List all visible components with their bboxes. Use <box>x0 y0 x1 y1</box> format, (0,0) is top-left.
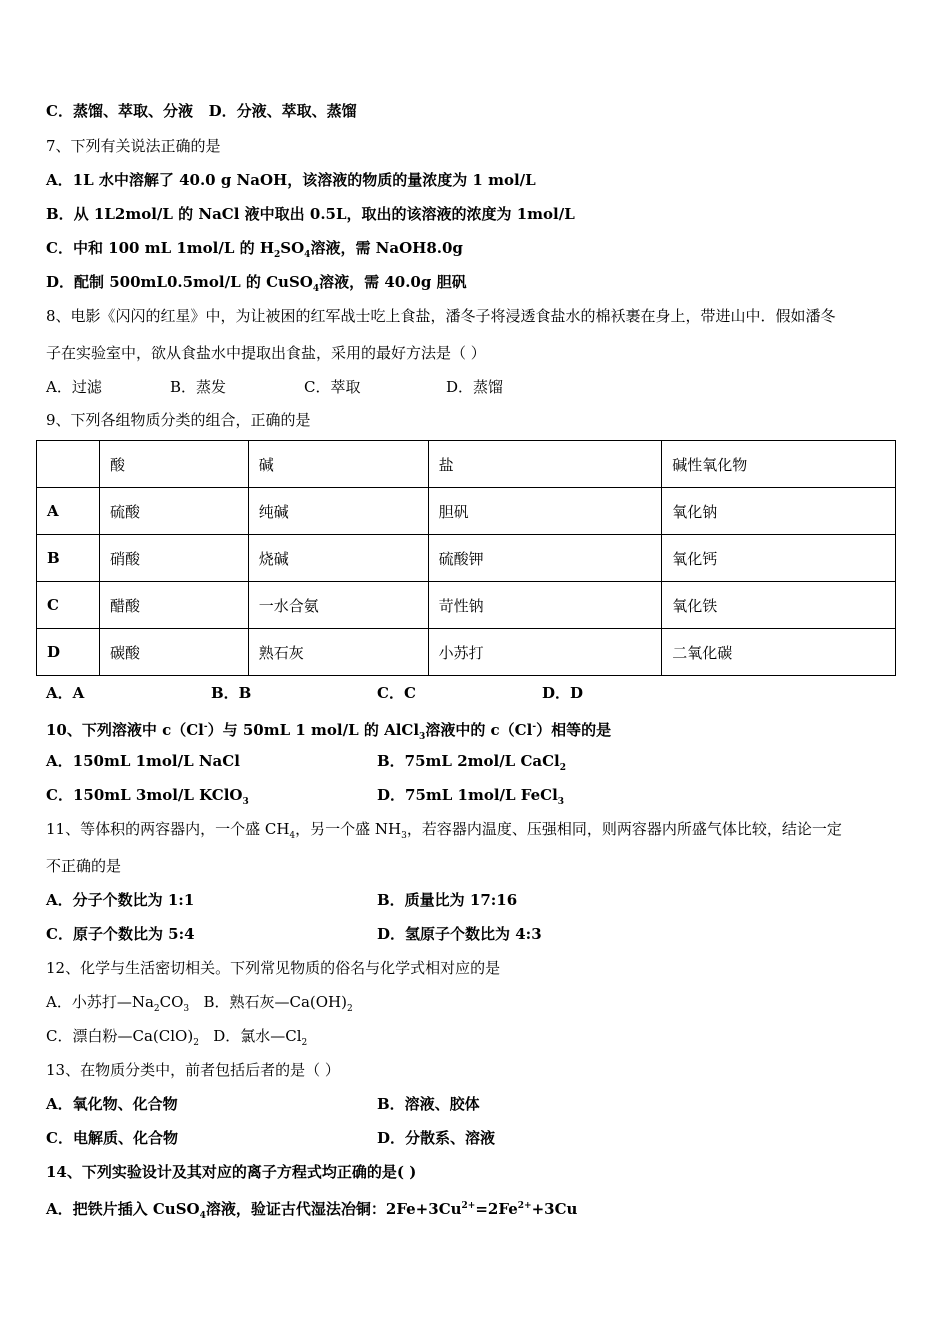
q7-option-c: C．中和 100 mL 1mol/L 的 $H_2SO_4$溶液，需 NaOH8.0g <box>46 239 463 260</box>
q13-stem: 13、在物质分类中，前者包括后者的是（ ） <box>46 1061 340 1079</box>
q12-stem: 12、化学与生活密切相关。下列常见物质的俗名与化学式相对应的是 <box>46 959 501 977</box>
q13-options-row2 <box>46 1128 496 1148</box>
q8-option-a: A．过滤 <box>46 378 102 396</box>
table-row: B 硝酸 烧碱 硫酸钾 氧化钙 <box>37 535 896 582</box>
q9-stem: 9、下列各组物质分类的组合，正确的是 <box>46 411 311 429</box>
q11-option-d: D．氢原子个数比为 4:3 <box>377 925 542 943</box>
q12-option-d: D．氯水$—Cl_2$ <box>213 1027 308 1048</box>
q12-option-c: C．漂白粉$—Ca(ClO)_2$ <box>46 1027 199 1048</box>
q8-stem-line2: 子在实验室中，欲从食盐水中提取出食盐，采用的最好方法是（ ） <box>46 344 486 362</box>
q9-option-b: B．B <box>211 684 252 702</box>
q7-option-a: A．1L 水中溶解了 40.0 g NaOH，该溶液的物质的量浓度为 1 mol/L <box>46 171 536 189</box>
q12-options-row2 <box>46 1026 307 1053</box>
q9-classification-table <box>36 440 896 676</box>
q14-stem: 14、下列实验设计及其对应的离子方程式均正确的是( ) <box>46 1163 417 1181</box>
q11-option-b: B．质量比为 17:16 <box>377 891 518 909</box>
q11-option-c: C．原子个数比为 5:4 <box>46 925 195 943</box>
q10-option-d: D．75mL 1mol/L FeCl$_3$ <box>377 786 565 807</box>
q13-option-c: C．电解质、化合物 <box>46 1129 178 1147</box>
q13-option-b: B．溶液、胶体 <box>377 1095 480 1113</box>
q11-stem-line1: 11、等体积的两容器内，一个盛 $CH_4$，另一个盛 $NH_3$，若容器内温度、压强相同，则两容器内所盛气体比较，结论一定 <box>46 820 842 841</box>
q8-option-c: C．萃取 <box>304 378 361 396</box>
q9-option-c: C．C <box>377 684 416 702</box>
q12-option-b: B．熟石灰$—Ca(OH)_2$ <box>203 993 353 1014</box>
q8-option-d: D．蒸馏 <box>446 378 504 396</box>
table-row: D 碳酸 熟石灰 小苏打 二氧化碳 <box>37 629 896 676</box>
q11-stem-line2: 不正确的是 <box>46 857 122 875</box>
q11-options-row1 <box>46 890 518 910</box>
q7-option-b: B．从 1L2mol/L 的 NaCl 液中取出 0.5L，取出的该溶液的浓度为 1mol/L <box>46 205 575 223</box>
q12-options-row1 <box>46 992 353 1019</box>
q8-options <box>46 377 504 397</box>
q7-stem: 7、下列有关说法正确的是 <box>46 137 221 155</box>
q11-options-row2 <box>46 924 542 944</box>
q10-option-b: B．75mL 2mol/L CaCl$_2$ <box>377 752 567 773</box>
q14-option-a: A．把铁片插入 CuSO$_4$溶液，验证古代湿法冶铜：$2Fe+3Cu^{2+}=2Fe^{2+}+3Cu$ <box>46 1200 578 1221</box>
table-row: C 醋酸 一水合氨 苛性钠 氧化铁 <box>37 582 896 629</box>
q13-option-d: D．分散系、溶液 <box>377 1129 496 1147</box>
q11-option-a: A．分子个数比为 1:1 <box>46 891 195 909</box>
q9-option-a: A．A <box>46 684 85 702</box>
q10-option-a: A．150mL 1mol/L NaCl <box>46 752 240 770</box>
q12-option-a: A．小苏打$—Na_2CO_3$ <box>46 993 190 1014</box>
q8-stem-line1: 8、电影《闪闪的红星》中，为让被困的红军战士吃上食盐，潘冬子将浸透食盐水的棉袄裹在身上，带进山中．假如潘冬 <box>46 307 836 325</box>
q10-option-c: C．150mL 3mol/L KClO$_3$ <box>46 786 249 807</box>
q10-options-row2 <box>46 785 565 812</box>
q10-options-row1 <box>46 751 567 773</box>
table-header-row: 酸 碱 盐 碱性氧化物 <box>37 441 896 488</box>
q13-option-a: A．氧化物、化合物 <box>46 1095 178 1113</box>
q6-option-c: C．蒸馏、萃取、分液 <box>46 102 193 120</box>
q9-option-d: D．D <box>542 684 584 702</box>
q13-options-row1 <box>46 1094 480 1114</box>
q10-stem: 10、下列溶液中 c（Cl-）与 50mL 1 mol/L 的 AlCl$_3$溶液中的 c（Cl-）相等的是 <box>46 721 612 742</box>
q6-option-d: D．分液、萃取、蒸馏 <box>208 102 357 120</box>
table-row: A 硫酸 纯碱 胆矾 氧化钠 <box>37 488 896 535</box>
q8-option-b: B．蒸发 <box>170 378 227 396</box>
q7-option-d: D．配制 500mL0.5mol/L 的 CuSO$_4$溶液，需 40.0g 胆矾 <box>46 273 467 294</box>
q6-options <box>46 101 357 121</box>
